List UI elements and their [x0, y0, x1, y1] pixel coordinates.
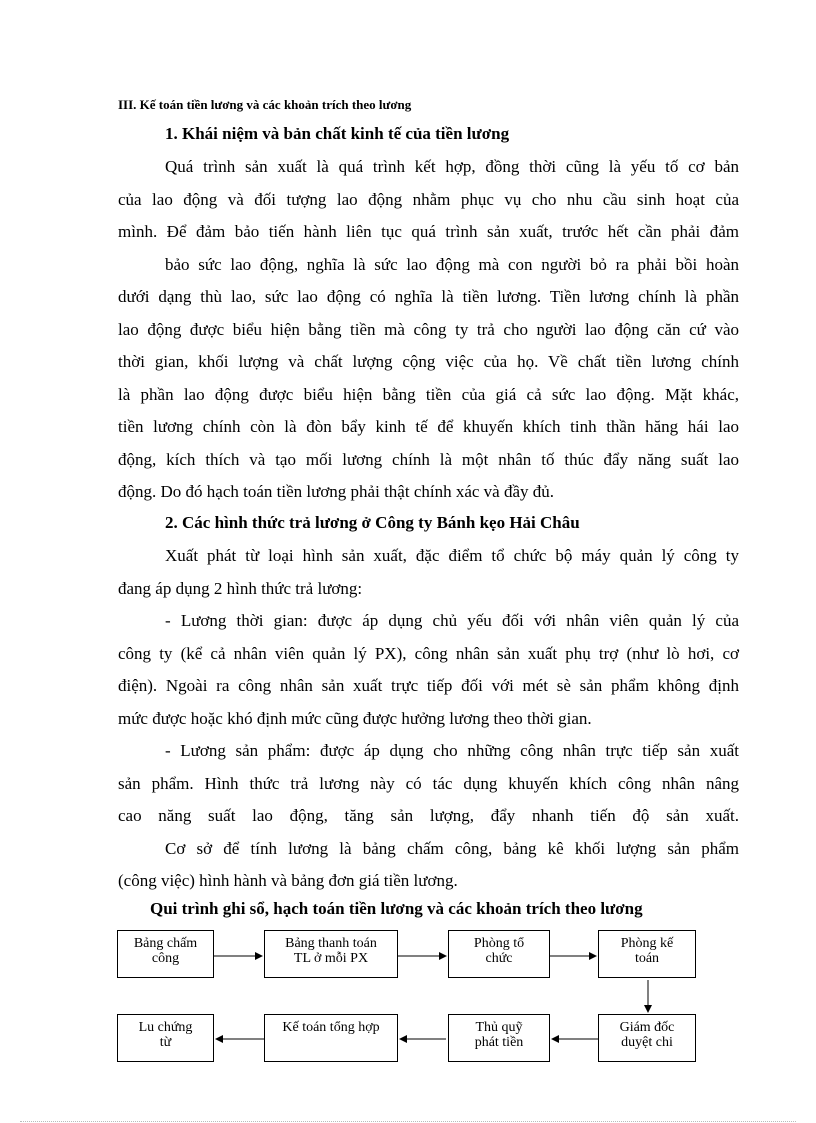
paragraph-line: - Lương thời gian: được áp dụng chủ yếu đối với nhân viên quản lý của [165, 611, 739, 630]
box-phong-ke-toan [598, 930, 696, 978]
paragraph-line: mình. Để đảm bảo tiến hành liên tục quá trình sản xuất, trước hết cần phải đảm [118, 222, 739, 241]
paragraph-line: động, kích thích và tạo mối lương chính là một nhân tố thúc đẩy năng suất lao [118, 450, 739, 469]
box-giam-doc [598, 1014, 696, 1062]
page-bottom-divider [20, 1121, 796, 1122]
box-bang-thanh-toan [264, 930, 398, 978]
subsection-heading-1: 1. Khái niệm và bản chất kinh tế của tiền lương [165, 124, 510, 143]
box-label: Kế toán tổng hợp [282, 1020, 380, 1035]
box-label: Phòng kế toán [620, 936, 674, 966]
paragraph-line: điện). Ngoài ra công nhân sản xuất trực tiếp đối với mét sè sản phẩm không định [118, 676, 739, 695]
paragraph-line: - Lương sản phẩm: được áp dụng cho những công nhân trực tiếp sản xuất [165, 741, 739, 760]
box-label: Lu chứng từ [138, 1020, 193, 1050]
box-bang-cham-cong [117, 930, 214, 978]
paragraph-line: mức được hoặc khó định mức cũng được hưởng lương theo thời gian. [118, 709, 592, 728]
paragraph-line: Cơ sở để tính lương là bảng chấm công, bảng kê khối lượng sản phẩm [165, 839, 739, 858]
flow-title: Qui trình ghi sổ, hạch toán tiền lương và các khoản trích theo lương [150, 899, 643, 918]
box-label: Bảng chấm công [133, 936, 198, 966]
box-label: Giám đốc duyệt chi [619, 1020, 675, 1050]
paragraph-line: cao năng suất lao động, tăng sản lượng, đẩy nhanh tiến độ sản xuất. [118, 806, 739, 825]
paragraph-line: đang áp dụng 2 hình thức trả lương: [118, 579, 363, 598]
box-label: Thủ quỹ phát tiền [474, 1020, 524, 1050]
paragraph-line: của lao động và đối tượng lao động nhằm phục vụ cho nhu cầu sinh hoạt của [118, 190, 739, 209]
paragraph-line: Quá trình sản xuất là quá trình kết hợp, đồng thời cũng là yếu tố cơ bản [165, 157, 739, 176]
paragraph-line: tiền lương chính còn là đòn bẩy kinh tế để khuyến khích tinh thần hăng hái lao [118, 417, 739, 436]
section-heading: III. Kế toán tiền lương và các khoản trích theo lương [118, 97, 412, 112]
paragraph-line: động. Do đó hạch toán tiền lương phải thật chính xác và đầy đủ. [118, 482, 555, 501]
box-label: Phòng tổ chức [473, 936, 525, 966]
box-luu-chung-tu [117, 1014, 214, 1062]
paragraph-line: thời gian, khối lượng và chất lượng cộng việc của họ. Về chất tiền lương chính [118, 352, 739, 371]
box-ke-toan-tong-hop [264, 1014, 398, 1062]
paragraph-line: (công việc) hình hành và bảng đơn giá tiền lương. [118, 871, 458, 890]
paragraph-line: dưới dạng thù lao, sức lao động có nghĩa là tiền lương. Tiền lương chính là phần [118, 287, 739, 306]
box-phong-to-chuc [448, 930, 550, 978]
paragraph-line: là phần lao động được biểu hiện bằng tiền của giá cả sức lao động. Mặt khác, [118, 385, 739, 404]
paragraph-line: Xuất phát từ loại hình sản xuất, đặc điểm tổ chức bộ máy quản lý công ty [165, 546, 739, 565]
paragraph-line: sản phẩm. Hình thức trả lương này có tác dụng khuyến khích công nhân nâng [118, 774, 739, 793]
subsection-heading-2: 2. Các hình thức trả lương ở Công ty Bánh kẹo Hải Châu [165, 513, 580, 532]
box-thu-quy [448, 1014, 550, 1062]
box-label: Bảng thanh toán TL ở mỗi PX [285, 936, 377, 966]
paragraph-line: bảo sức lao động, nghĩa là sức lao động mà con người bỏ ra phải bồi hoàn [165, 255, 739, 274]
paragraph-line: lao động được biểu hiện bằng tiền mà công ty trả cho người lao động căn cứ vào [118, 320, 739, 339]
paragraph-line: công ty (kể cả nhân viên quản lý PX), công nhân sản xuất phụ trợ (như lò hơi, cơ [118, 644, 739, 663]
